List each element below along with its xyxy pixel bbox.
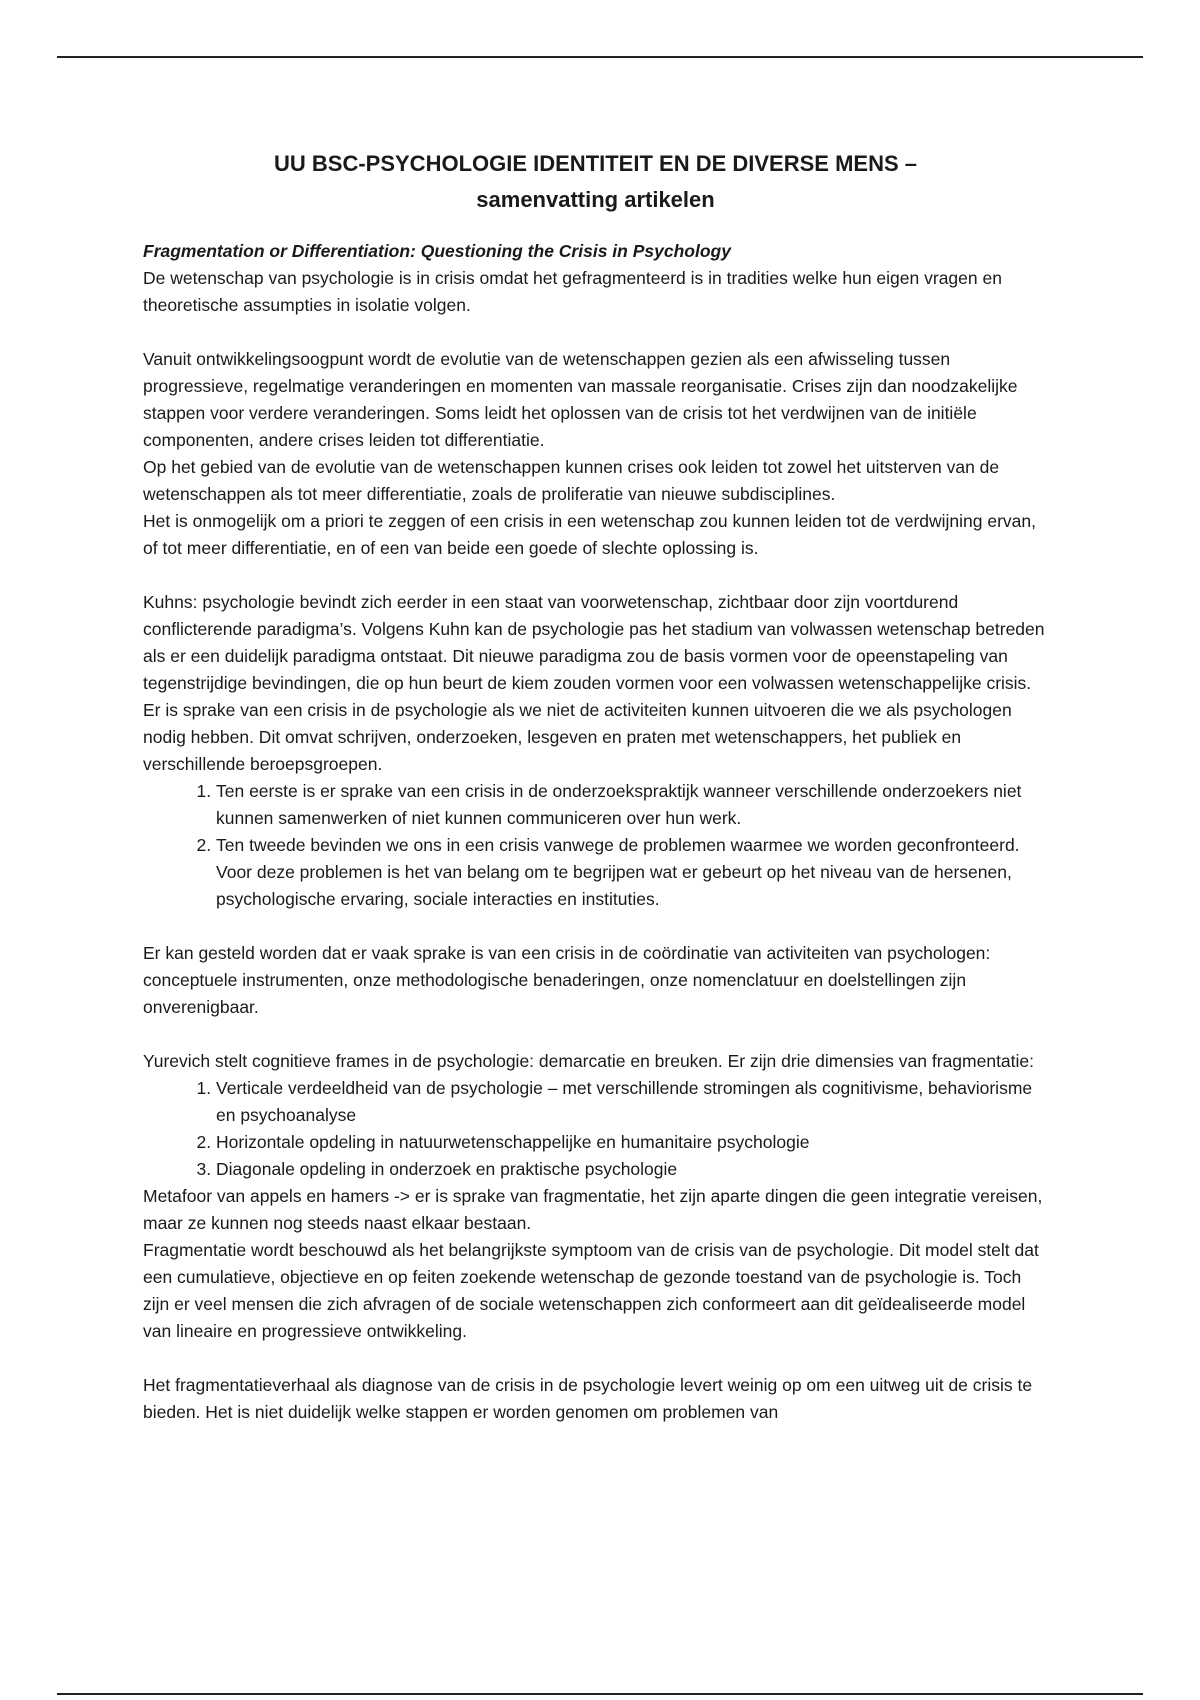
paragraph-a-priori: Het is onmogelijk om a priori te zeggen of een crisis in een wetenschap zou kunnen leiden tot de verdwijning ervan, of tot meer differentiatie, en of een van beide een goede of slechte oplossing is. [143,511,1037,558]
paragraph-evolution: Vanuit ontwikkelingsoogpunt wordt de evolutie van de wetenschappen gezien als een afwisseling tussen progressieve, regelmatige veranderingen en momenten van massale reorganisatie. Crises zijn dan noodzakelijke stappen voor verdere veranderingen. Soms leidt het oplossen van de crisis tot het verdwijnen van de initiële componenten, andere crises leiden tot differentiatie. [143,349,1018,450]
fragmentation-dimensions-list [143,1075,1048,1183]
paragraph-symptom: Fragmentatie wordt beschouwd als het belangrijkste symptoom van de crisis van de psychologie. Dit model stelt dat een cumulatieve, objectieve en op feiten zoekende wetenschap de gezonde toestand van de psychologie is. Toch zijn er veel mensen die zich afvragen of de sociale wetenschappen zich conformeert aan dit geïdealiseerde model van lineaire en progressieve ontwikkeling. [143,1240,1039,1341]
paragraph-intro: De wetenschap van psychologie is in crisis omdat het gefragmenteerd is in tradities welke hun eigen vragen en theoretische assumpties in isolatie volgen. [143,268,1002,315]
footer-rule [57,1693,1143,1695]
spacer [143,1345,1048,1372]
list-item: 1. Ten eerste is er sprake van een crisis in de onderzoekspraktijk wanneer verschillende onderzoekers niet kunnen samenwerken of niet kunnen communiceren over hun werk. [216,778,1048,832]
paragraph-extinction: Op het gebied van de evolutie van de wetenschappen kunnen crises ook leiden tot zowel het uitsterven van de wetenschappen als tot meer differentiatie, zoals de proliferatie van nieuwe subdisciplines. [143,457,1000,504]
spacer [143,562,1048,589]
page-title [143,146,1048,218]
list-item: 3. Diagonale opdeling in onderzoek en praktische psychologie [216,1156,1048,1183]
spacer [143,913,1048,940]
spacer [143,1021,1048,1048]
article-heading: Fragmentation or Differentiation: Questioning the Crisis in Psychology [143,241,731,261]
header-rule [57,56,1143,58]
paragraph-diagnosis: Het fragmentatieverhaal als diagnose van de crisis in de psychologie levert weinig op om een uitweg uit de crisis te bieden. Het is niet duidelijk welke stappen er worden genomen om problemen van [143,1375,1033,1422]
title-line-2: samenvatting artikelen [476,187,715,212]
paragraph-kuhn: Kuhns: psychologie bevindt zich eerder in een staat van voorwetenschap, zichtbaar door zijn voortdurend conflicterende paradigma’s. Volgens Kuhn kan de psychologie pas het stadium van volwassen wetenschap betreden als er een duidelijk paradigma ontstaat. Dit nieuwe paradigma zou de basis vormen voor de opeenstapeling van tegenstrijdige bevindingen, die op hun beurt de kiem zouden vormen voor een volwassen wetenschappelijke crisis. [143,592,1045,693]
paragraph-crisis-activities: Er is sprake van een crisis in de psychologie als we niet de activiteiten kunnen uitvoeren die we als psychologen nodig hebben. Dit omvat schrijven, onderzoeken, lesgeven en praten met wetenschappers, het publiek en verschillende beroepsgroepen. [143,700,1012,774]
paragraph-coordination: Er kan gesteld worden dat er vaak sprake is van een crisis in de coördinatie van activiteiten van psychologen: conceptuele instrumenten, onze methodologische benaderingen, onze nomenclatuur en doelstellingen zijn onverenigbaar. [143,943,991,1017]
spacer [143,319,1048,346]
crisis-list [143,778,1048,913]
title-line-1: UU BSC-PSYCHOLOGIE IDENTITEIT EN DE DIVERSE MENS – [274,151,917,176]
list-item: 2. Horizontale opdeling in natuurwetenschappelijke en humanitaire psychologie [216,1129,1048,1156]
document-body [143,146,1048,1426]
paragraph-yurevich: Yurevich stelt cognitieve frames in de psychologie: demarcatie en breuken. Er zijn drie dimensies van fragmentatie: [143,1051,1035,1071]
list-item: 1. Verticale verdeeldheid van de psychologie – met verschillende stromingen als cognitivisme, behaviorisme en psychoanalyse [216,1075,1048,1129]
list-item: 2. Ten tweede bevinden we ons in een crisis vanwege de problemen waarmee we worden geconfronteerd. Voor deze problemen is het van belang om te begrijpen wat er gebeurt op het niveau van de hersenen, psychologische ervaring, sociale interacties en instituties. [216,832,1048,913]
paragraph-metaphor: Metafoor van appels en hamers -> er is sprake van fragmentatie, het zijn aparte dingen die geen integratie vereisen, maar ze kunnen nog steeds naast elkaar bestaan. [143,1186,1043,1233]
